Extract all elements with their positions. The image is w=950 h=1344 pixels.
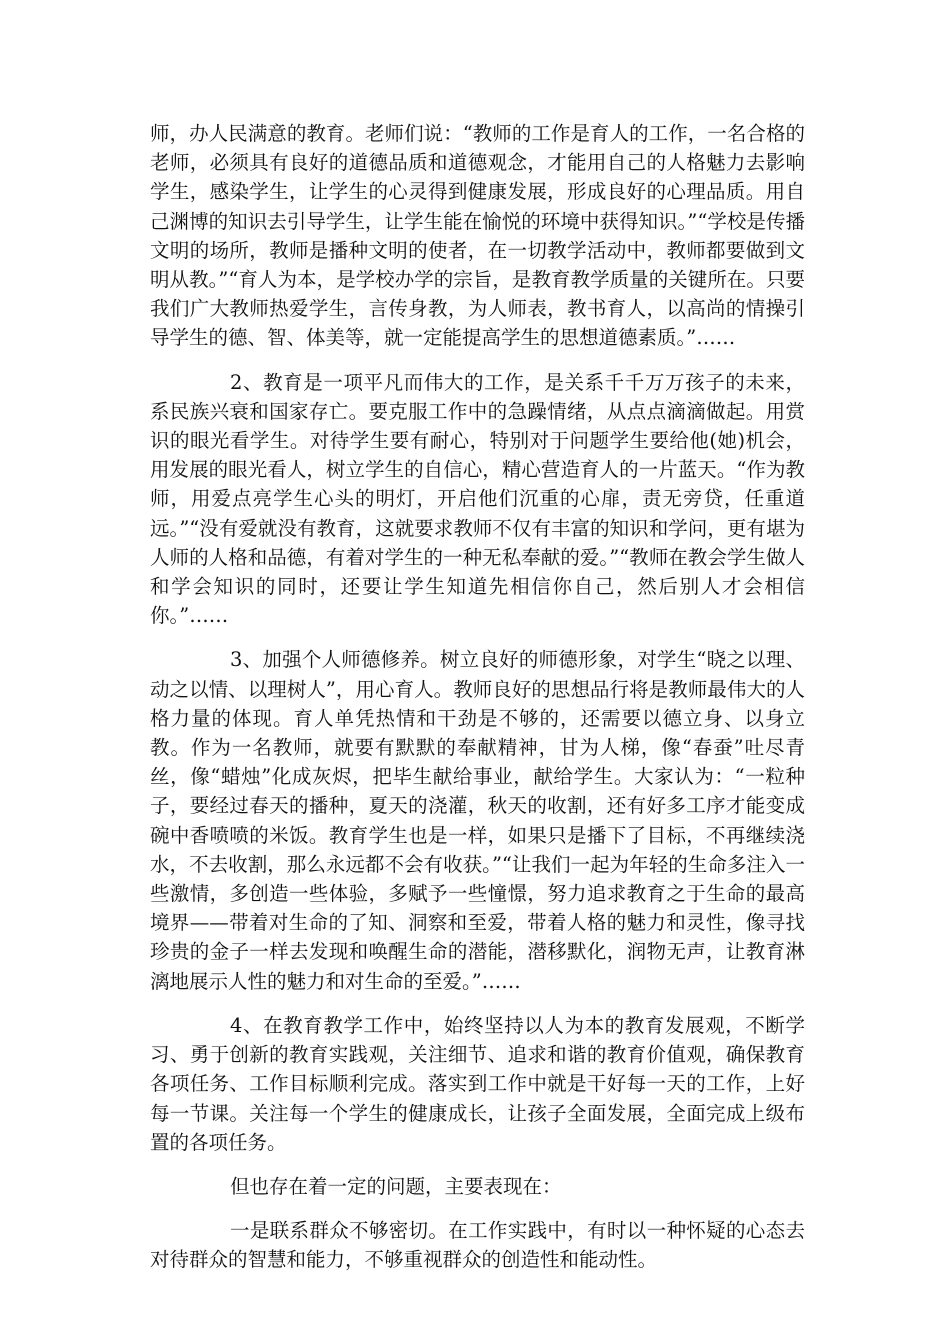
paragraph-6: 一是联系群众不够密切。在工作实践中，有时以一种怀疑的心态去对待群众的智慧和能力，不够重视群众的创造性和能动性。 [150,1219,805,1272]
paragraph-5: 但也存在着一定的问题，主要表现在： [230,1174,562,1198]
document-body [150,119,805,1290]
paragraph-1: 师，办人民满意的教育。老师们说：“教师的工作是育人的工作，一名合格的老师，必须具有良好的道德品质和道德观念，才能用自己的人格魅力去影响学生，感染学生，让学生的心灵得到健康发展，形成良好的心理品质。用自己渊博的知识去引导学生，让学生能在愉悦的环境中获得知识。”“学校是传播文明的场所，教师是播种文明的使者，在一切教学活动中，教师都要做到文明从教。”“育人为本，是学校办学的宗旨，是教育教学质量的关键所在。只要我们广大教师热爱学生，言传身教，为人师表，教书育人，以高尚的情操引导学生的德、智、体美等，就一定能提高学生的思想道德素质。”…… [150,122,805,350]
paragraph-3: 3、加强个人师德修养。树立良好的师德形象，对学生“晓之以理、动之以情、以理树人”，用心育人。教师良好的思想品行将是教师最伟大的人格力量的体现。育人单凭热情和干劲是不够的，还需要以德立身、以身立教。作为一名教师，就要有默默的奉献精神，甘为人梯，像“春蚕”吐尽青丝，像“蜡烛”化成灰烬，把毕生献给事业，献给学生。大家认为：“一粒种子，要经过春天的播种，夏天的浇灌，秋天的收割，还有好多工序才能变成碗中香喷喷的米饭。教育学生也是一样，如果只是播下了目标，不再继续浇水，不去收割，那么永远都不会有收获。”“让我们一起为年轻的生命多注入一些激情，多创造一些体验，多赋予一些憧憬，努力追求教育之于生命的最高境界——带着对生命的了知、洞察和至爱，带着人格的魅力和灵性，像寻找珍贵的金子一样去发现和唤醒生命的潜能，潜移默化，润物无声，让教育淋漓地展示人性的魅力和对生命的至爱。”…… [150,648,805,993]
paragraph-2: 2、教育是一项平凡而伟大的工作，是关系千千万万孩子的未来，系民族兴衰和国家存亡。要克服工作中的急躁情绪，从点点滴滴做起。用赏识的眼光看学生。对待学生要有耐心，特别对于问题学生要给他(她)机会，用发展的眼光看人，树立学生的自信心，精心营造育人的一片蓝天。“作为教师，用爱点亮学生心头的明灯，开启他们沉重的心扉，责无旁贷，任重道远。”“没有爱就没有教育，这就要求教师不仅有丰富的知识和学问，更有堪为人师的人格和品德，有着对学生的一种无私奉献的爱。”“教师在教会学生做人和学会知识的同时，还要让学生知道先相信你自己，然后别人才会相信你。”…… [150,370,805,628]
paragraph-4: 4、在教育教学工作中，始终坚持以人为本的教育发展观，不断学习、勇于创新的教育实践观，关注细节、追求和谐的教育价值观，确保教育各项任务、工作目标顺利完成。落实到工作中就是干好每一天的工作，上好每一节课。关注每一个学生的健康成长，让孩子全面发展，全面完成上级布置的各项任务。 [150,1013,805,1154]
